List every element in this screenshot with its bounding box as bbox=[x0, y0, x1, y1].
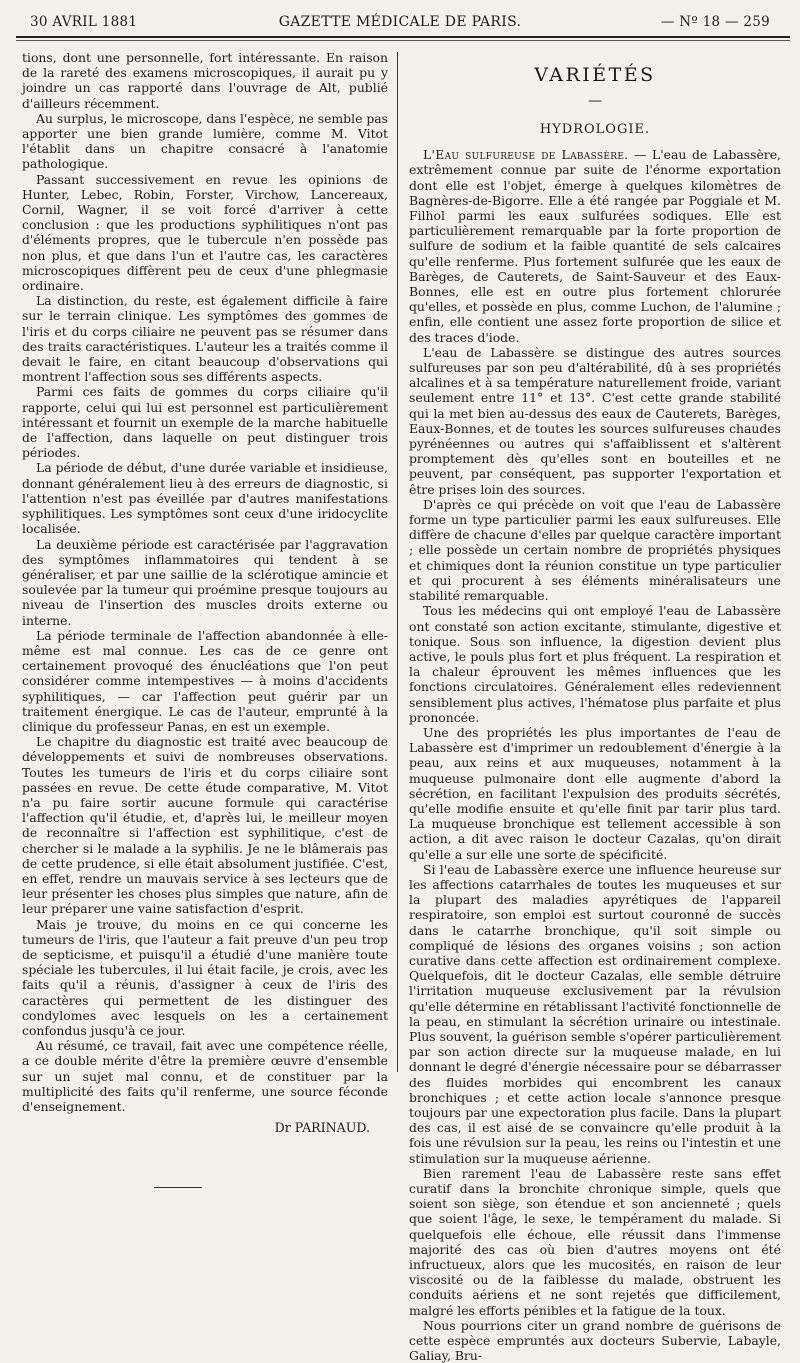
header-rule-thin bbox=[16, 40, 790, 41]
paragraph: Le chapitre du diagnostic est traité avec beaucoup de développements et suivi de nombreuses observations. Toutes les tumeurs de l'iris et du corps ciliaire sont passées en revue. De cette étude comparative, M. Vitot n'a pu faire sortir aucune formule qui caractérise l'affection qu'il étudie, et, d'après lui, le meilleur moyen de reconnaître si l'affection est syphilitique, c'est de chercher si le malade a la syphilis. Je ne le blâmerais pas de cette prudence, si elle était absolument justifiée. C'est, en effet, rendre un mauvais service à ses lecteurs que de leur présenter les choses plus simples que nature, afin de leur préparer une vaine satisfaction d'esprit. bbox=[22, 734, 388, 917]
paragraph: D'après ce qui précède on voit que l'eau de Labassère forme un type particulier parmi les eaux sulfureuses. Elle diffère de chacune d'elles par quelque caractère important ; elle possède un certain nombre de propriétés physiques et chimiques dont la réunion constitue un type particulier et qui procurent à ses éléments minéralisateurs une stabilité remarquable. bbox=[409, 496, 781, 604]
paragraph: L'eau de Labassère se distingue des autres sources sulfureuses par son peu d'altérabilité, dû à ses propriétés alcalines et à sa température naturellement froide, variant seulement entre 11° et 13°. C'est cette grande stabilité qui la met bien au-dessus des eaux de Cauterets, Barèges, Eaux-Bonnes, et de toutes les sources sulfureuses chaudes pyrénéennes ou autres qui s'affaiblissent et s'altèrent promptement dès qu'elles sont en bouteilles et ne peuvent, par conséquent, pas supporter l'exportation et être prises loin des sources. bbox=[409, 344, 781, 497]
paragraph: La deuxième période est caractérisée par l'aggravation des symptômes inflammatoires qui tendent à se généraliser, et par une saillie de la sclérotique amincie et soulevée par la tumeur qui proémine presque toujours au niveau de l'insertion des muscles droits externe ou interne. bbox=[22, 536, 388, 628]
paragraph: La période de début, d'une durée variable et insidieuse, donnant généralement lieu à des erreurs de diagnostic, si l'attention n'est pas éveillée par d'autres manifestations syphilitiques. Les symptômes sont ceux d'une iridocyclite localisée. bbox=[22, 460, 388, 537]
right-column bbox=[409, 50, 781, 1363]
paragraph: tions, dont une personnelle, fort intéressante. En raison de la rareté des examens microscopiques, il aurait pu y joindre un cas rapporté dans l'ouvrage de Alt, publié d'ailleurs récemment. bbox=[22, 50, 388, 111]
paragraph: Passant successivement en revue les opinions de Hunter, Lebec, Robin, Forster, Virchow, Lancereaux, Cornil, Wagner, il se voit forcé d'arriver à cette conclusion : que les productions syphilitiques n'ont pas d'éléments propres, que le tubercule n'en possède pas non plus, et que dans l'un et l'autre cas, les caractères microscopiques diffèrent peu de ceux d'une phlegmasie ordinaire. bbox=[22, 171, 388, 294]
paragraph: Si l'eau de Labassère exerce une influence heureuse sur les affections catarrhales de toutes les muqueuses et sur la plupart des maladies apyrétiques de l'appareil respiratoire, son emploi est surtout couronné de succès dans le catarrhe bronchique, qu'il soit simple ou compliqué de lésions des organes voisins ; son action curative dans cette affection est ordinairement complexe. Quelquefois, dit le docteur Cazalas, elle semble détruire l'irritation muqueuse exclusivement par la révulsion qu'elle détermine en rétablissant l'activité fonctionnelle de la peau, en stimulant la sécrétion urinaire ou intestinale. Plus souvent, la guérison semble s'opérer particulièrement par son action directe sur la muqueuse malade, en lui donnant le degré d'énergie nécessaire pour se débarrasser des fluides morbides qui encombrent les canaux bronchiques ; et cette action locale s'annonce presque toujours par une expectoration plus facile. Dans la plupart des cas, il est aisé de se convaincre qu'elle produit à la fois une révulsion sur la peau, les reins ou l'intestin et une stimulation sur la muqueuse aérienne. bbox=[409, 861, 781, 1166]
paragraph: Au surplus, le microscope, dans l'espèce, ne semble pas apporter une bien grande lumière, comme M. Vitot l'établit dans un chapitre consacré à l'anatomie pathologique. bbox=[22, 110, 389, 172]
lead-text: — L'eau de Labassère, extrêmement connue par suite de l'énorme exportation dont elle est l'objet, émerge à quelques kilomètres de Bagnères-de-Bigorre. Elle a été rangée par Poggiale et M. Filhol parmi les eaux sulfurées sodiques. Elle est particulièrement remarquable par la forte proportion de sulfure de sodium et la faible quantité de sels calcaires qu'elle renferme. Plus fortement sulfurée que les eaux de Barèges, de Cauterets, de Saint-Sauveur et des Eaux-Bonnes, elle est en outre plus fortement chlorurée qu'elles, et possède en plus, comme Luchon, de l'alumine ; enfin, elle contient une assez forte proportion de silice et des traces d'iode. bbox=[409, 147, 781, 345]
header-title: GAZETTE MÉDICALE DE PARIS. bbox=[278, 14, 522, 30]
article-end-rule bbox=[154, 1187, 202, 1188]
section-title: VARIÉTÉS bbox=[534, 64, 656, 86]
header-issue-page: — Nº 18 — 259 bbox=[660, 14, 770, 30]
paragraph: Parmi ces faits de gommes du corps ciliaire qu'il rapporte, celui qui lui est personnel est particulièrement intéressant et fournit un exemple de la marche habituelle de l'affection, dans laquelle on peut distinguer trois périodes. bbox=[22, 384, 388, 461]
running-head bbox=[30, 14, 770, 36]
header-date: 30 AVRIL 1881 bbox=[30, 14, 138, 30]
paragraph: La distinction, du reste, est également difficile à faire sur le terrain clinique. Les symptômes des gommes de l'iris et du corps ciliaire ne peuvent pas se résumer dans des traits caractéristiques. L'auteur les a traités comme il devait le faire, en citant beaucoup d'observations qui montrent l'affection sous ses différents aspects. bbox=[22, 293, 388, 385]
author-signature: Dr PARINAUD. bbox=[274, 1120, 370, 1136]
column-divider bbox=[397, 52, 398, 1072]
section-dash: — bbox=[588, 93, 602, 109]
paragraph: Une des propriétés les plus importantes de l'eau de Labassère est d'imprimer un redoublement d'énergie à la peau, aux reins et aux muqueuses, notamment à la muqueuse pulmonaire dont elle augmente d'abord la sécrétion, en facilitant l'expulsion des produits sécrétés, qu'elle modifie ensuite et qu'elle finit par tarir plus tard. La muqueuse bronchique est tellement accessible à son action, a dit avec raison le docteur Cazalas, qu'on dirait qu'elle a sur elle une sorte de spécificité. bbox=[409, 724, 781, 862]
paragraph: Au résumé, ce travail, fait avec une compétence réelle, a ce double mérite d'être la première œuvre d'ensemble sur un sujet mal connu, et de constituer par la multiplicité des faits qu'il renferme, une source féconde d'enseignement. bbox=[22, 1038, 388, 1115]
paragraph: Tous les médecins qui ont employé l'eau de Labassère ont constaté son action excitante, stimulante, digestive et tonique. Sous son influence, la digestion devient plus active, le pouls plus fort et plus fréquent. La respiration et la chaleur éprouvent les mêmes influences que les fonctions circulatoires. Généralement elles redeviennent sensiblement plus actives, l'hématose plus parfaite et plus prononcée. bbox=[409, 603, 781, 725]
header-rule bbox=[16, 36, 790, 38]
paragraph: Mais je trouve, du moins en ce qui concerne les tumeurs de l'iris, que l'auteur a fait preuve d'un peu trop de septicisme, et puisqu'il a étudié d'une manière toute spéciale les tubercules, il lui était facile, je crois, avec les faits qu'il a réunis, d'assigner à ceux de l'iris des caractères qui permettent de les distinguer des condylomes avec lesquels on les a certainement confondus jusqu'à ce jour. bbox=[22, 916, 388, 1038]
subsection-title: HYDROLOGIE. bbox=[539, 122, 651, 137]
paragraph: Bien rarement l'eau de Labassère reste sans effet curatif dans la bronchite chronique simple, quels que soient son siège, son étendue et son ancienneté ; quels que soient l'âge, le sexe, le tempérament du malade. Si quelquefois elle échoue, elle réussit dans l'immense majorité des cas où bien d'autres moyens ont été infructueux, alors que les mucosités, en raison de leur viscosité ou de la faiblesse du malade, obstruent les conduits aériens et ne sont rejetés que difficilement, malgré les efforts pénibles et la fatigue de la toux. bbox=[409, 1165, 781, 1318]
lead-paragraph bbox=[409, 147, 781, 345]
paragraph: Nous pourrions citer un grand nombre de guérisons de cette espèce empruntés aux docteurs Subervie, Labayle, Galiay, Bru- bbox=[409, 1317, 781, 1363]
paragraph: La période terminale de l'affection abandonnée à elle-même est mal connue. Les cas de ce genre ont certainement provoqué des énucléations que l'on peut considérer comme intempestives — à moins d'accidents syphilitiques, — car l'affection peut guérir par un traitement énergique. Le cas de l'auteur, emprunté à la clinique du professeur Panas, en est un exemple. bbox=[22, 627, 388, 734]
lead-heading: L'Eau sulfureuse de Labassère. bbox=[423, 147, 629, 163]
left-column bbox=[22, 50, 388, 1188]
